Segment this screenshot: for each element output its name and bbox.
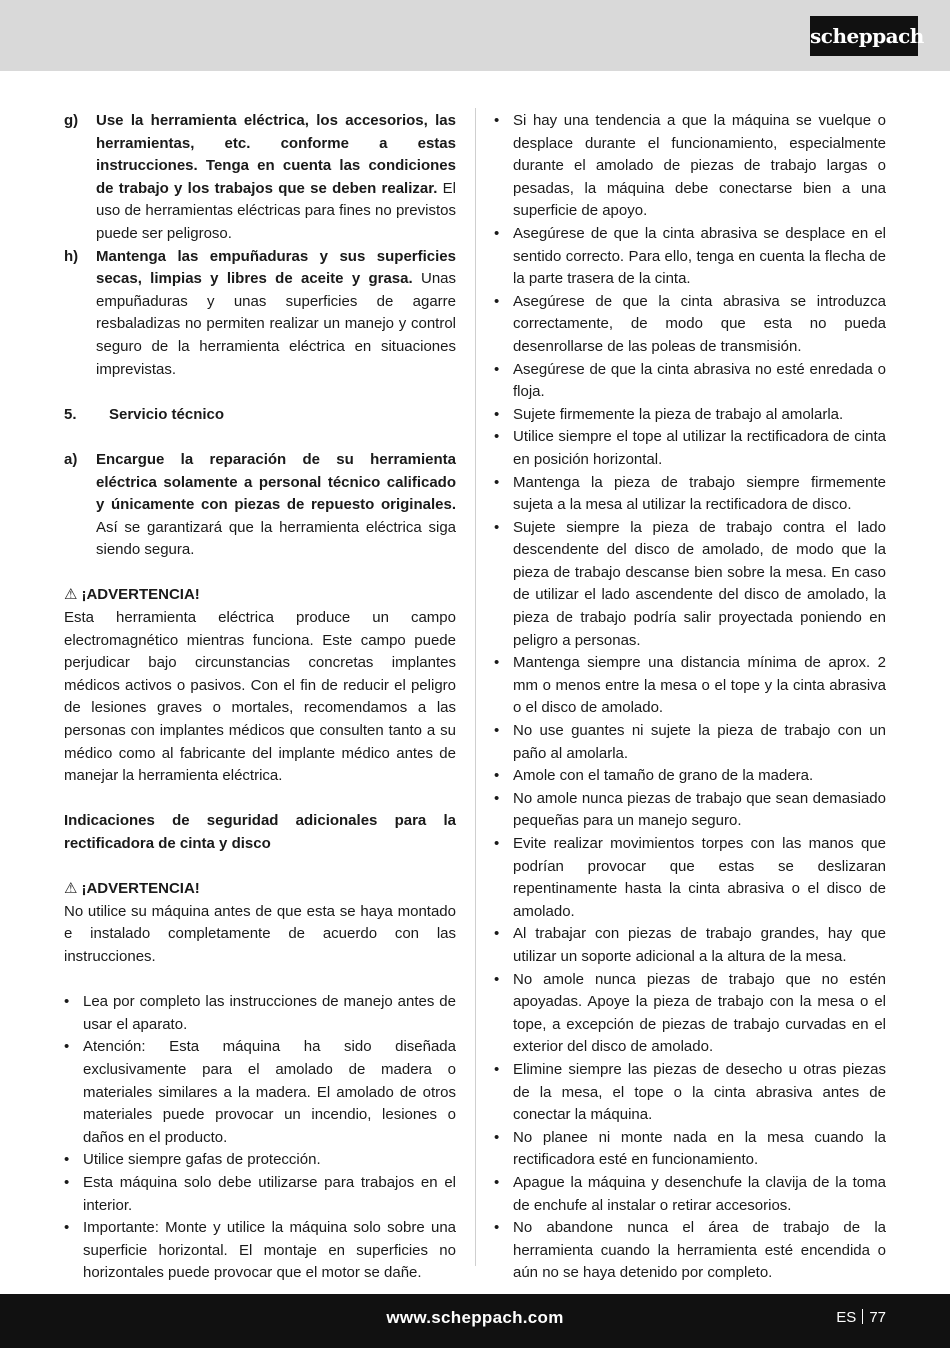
warning-triangle-icon: ⚠ — [64, 586, 78, 604]
warning-title — [64, 878, 456, 901]
warning-title-text: ¡ADVERTENCIA! — [81, 586, 200, 604]
item-text: Así se garantizará que la herramienta eléctrica siga siendo segura. — [96, 518, 456, 559]
item-text: El uso de herramientas eléctricas para fines no previstos puede ser peligroso. — [96, 179, 456, 242]
column-divider — [475, 108, 476, 1266]
warning-title — [64, 584, 456, 607]
list-item: • Lea por completo las instrucciones de manejo antes de usar el aparato. — [64, 993, 456, 1033]
list-item: • Evite realizar movimientos torpes con las manos que podrían provocar que estas se deslizaran repentinamente hasta la cinta abrasiva o el disco de amolado. — [494, 835, 886, 920]
section-number: 5. — [64, 405, 77, 423]
instruction-item-g — [64, 110, 456, 246]
list-item: • Asegúrese de que la cinta abrasiva no esté enredada o floja. — [494, 360, 886, 401]
list-item: • Mantenga la pieza de trabajo siempre firmemente sujeta a la mesa al utilizar la rectificadora de disco. — [494, 473, 886, 514]
list-item: • Al trabajar con piezas de trabajo grandes, hay que utilizar un soporte adicional a la altura de la mesa. — [494, 925, 886, 965]
list-item: • Apague la máquina y desenchufe la clavija de la toma de enchufe al instalar o retirar accesorios. — [494, 1173, 886, 1214]
item-label: h) — [64, 247, 79, 265]
list-item: • Utilice siempre el tope al utilizar la rectificadora de cinta en posición horizontal. — [494, 428, 886, 468]
item-label: g) — [64, 112, 79, 129]
instruction-item-a — [64, 449, 456, 562]
item-label: a) — [64, 450, 78, 468]
left-bullet-list — [64, 991, 456, 1285]
warning-text: No utilice su máquina antes de que esta se haya montado e instalado completamente de acuerdo con las instrucciones. — [64, 902, 456, 965]
instruction-item-h — [64, 246, 456, 382]
list-item: • Mantenga siempre una distancia mínima de aprox. 2 mm o menos entre la mesa o el tope y la cinta abrasiva o el disco de amolado. — [494, 654, 886, 717]
list-item: • Asegúrese de que la cinta abrasiva se desplace en el sentido correcto. Para ello, tenga en cuenta la flecha de la parte trasera de la cinta. — [494, 224, 886, 288]
list-item: • Sujete siempre la pieza de trabajo contra el lado descendente del disco de amolado, de modo que la pieza de trabajo descanse bien sobre la mesa. En caso de utilizar el lado ascendente del disco de amolado, la pieza de trabajo podría salir proyectada poniendo en peligro a personas. — [494, 518, 886, 649]
list-item: • Amole con el tamaño de grano de la madera. — [494, 767, 814, 785]
additional-safety-heading: Indicaciones de seguridad adicionales para la rectificadora de cinta y disco — [64, 812, 456, 852]
section-title: Servicio técnico — [109, 405, 225, 423]
language-code: ES — [836, 1309, 857, 1326]
footer-website-link[interactable]: www.scheppach.com — [386, 1308, 564, 1327]
list-item: • No planee ni monte nada en la mesa cuando la rectificadora esté en funcionamiento. — [494, 1128, 886, 1169]
page-number — [836, 1309, 886, 1326]
list-item: • Utilice siempre gafas de protección. — [64, 1151, 321, 1169]
footer-band — [0, 1294, 950, 1348]
list-item: • Esta máquina solo debe utilizarse para trabajos en el interior. — [64, 1173, 456, 1214]
right-column — [494, 110, 886, 1285]
brand-logo: scheppach — [810, 16, 918, 56]
list-item: • Atención: Esta máquina ha sido diseñada exclusivamente para el amolado de madera o materiales similares a la madera. El amolado de otros materiales puede provocar un incendio, lesiones o daños en el producto. — [64, 1038, 456, 1146]
item-bold-text: Mantenga las empuñaduras y sus superficies secas, limpias y libres de aceite y grasa. — [96, 247, 456, 288]
list-item: • Elimine siempre las piezas de desecho u otras piezas de la mesa, el tope o la cinta abrasiva antes de conectar la máquina. — [494, 1060, 886, 1124]
list-item: • No abandone nunca el área de trabajo de la herramienta cuando la herramienta esté encendida o aún no se haya detenido por completo. — [494, 1219, 886, 1282]
left-column — [64, 110, 456, 1285]
list-item: • No amole nunca piezas de trabajo que no estén apoyadas. Apoye la pieza de trabajo con la mesa o el tope, a excepción de piezas de trabajo curvadas en el exterior del disco de amolado. — [494, 970, 886, 1056]
list-item: • No use guantes ni sujete la pieza de trabajo con un paño al amolarla. — [494, 722, 886, 762]
item-bold-text: Use la herramienta eléctrica, los accesorios, las herramientas, etc. conforme a estas instrucciones. Tenga en cuenta las condiciones de trabajo y los trabajos que se deben realizar. — [96, 112, 456, 197]
warning-text: Esta herramienta eléctrica produce un campo electromagnético mientras funciona. Este campo puede perjudicar bajo circunstancias concretas implantes médicos activos o pasivos. Con el fin de reducir el peligro de lesiones graves o mortales, recomendamos a las personas con implantes médicos que consulten tanto a su médico como al fabricante del implante médico antes de manejar la herramienta eléctrica. — [64, 609, 456, 785]
warning-triangle-icon: ⚠ — [64, 880, 78, 898]
page-number-value: 77 — [869, 1309, 886, 1326]
list-item: • Importante: Monte y utilice la máquina solo sobre una superficie horizontal. El montaje en superficies no horizontales puede provocar que el motor se dañe. — [64, 1219, 456, 1282]
header-band — [0, 0, 950, 71]
list-item: • No amole nunca piezas de trabajo que sean demasiado pequeñas para un manejo seguro. — [494, 789, 886, 830]
item-bold-text: Encargue la reparación de su herramienta eléctrica solamente a personal técnico calificado y únicamente con piezas de repuesto originales. — [96, 450, 456, 514]
warning-title-text: ¡ADVERTENCIA! — [81, 880, 200, 898]
section-heading — [64, 404, 456, 427]
list-item: • Asegúrese de que la cinta abrasiva se introduzca correctamente, de modo que esta no pueda desenrollarse de las poleas de transmisión. — [494, 292, 886, 355]
item-text: Unas empuñaduras y unas superficies de agarre resbaladizas no permiten realizar un manejo y control seguro de la herramienta eléctrica en situaciones imprevistas. — [96, 270, 456, 378]
list-item: • Sujete firmemente la pieza de trabajo al amolarla. — [494, 405, 844, 423]
list-item: • Si hay una tendencia a que la máquina se vuelque o desplace durante el funcionamiento, especialmente durante el amolado de piezas de trabajo largas o pesadas, la máquina debe conectarse bien a una superficie de apoyo. — [494, 112, 886, 220]
right-bullet-list — [494, 110, 886, 1285]
